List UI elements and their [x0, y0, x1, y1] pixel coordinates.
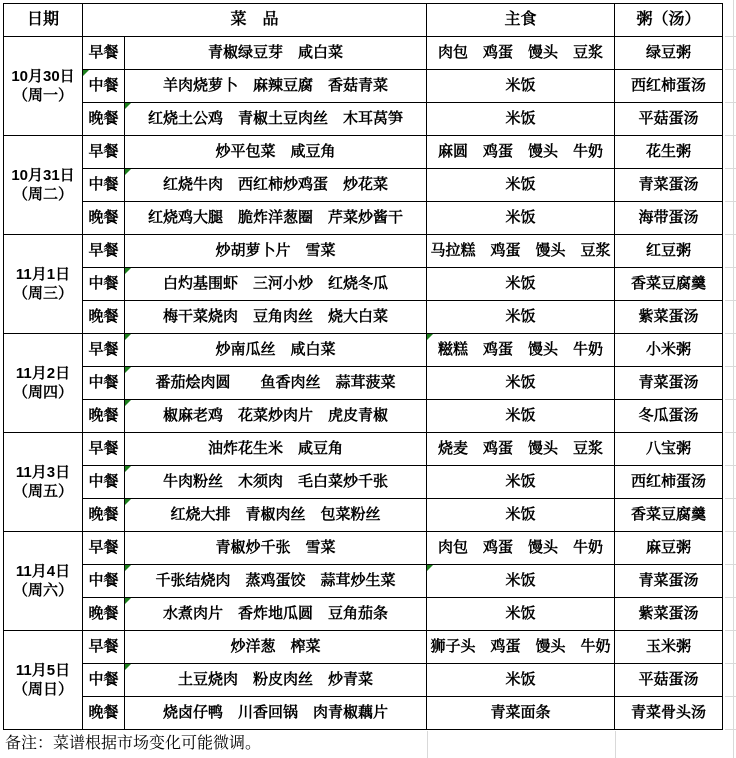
table-row: [4, 466, 723, 499]
error-indicator-icon: [427, 565, 433, 571]
soup-cell[interactable]: 香菜豆腐羹: [615, 499, 723, 532]
weekday-text: （周六）: [12, 582, 73, 599]
dishes-cell[interactable]: 土豆烧肉 粉皮肉丝 炒青菜: [125, 664, 427, 697]
error-indicator-icon: [125, 400, 131, 406]
error-indicator-icon: [125, 103, 131, 109]
soup-cell[interactable]: 八宝粥: [615, 433, 723, 466]
table-row: [4, 202, 723, 235]
error-indicator-icon: [125, 268, 131, 274]
meal-cell[interactable]: 晚餐: [83, 598, 125, 631]
date-text: 11月1日: [15, 266, 71, 283]
weekday-text: （周二）: [12, 186, 73, 203]
soup-cell[interactable]: 西红柿蛋汤: [615, 466, 723, 499]
meal-cell[interactable]: 中餐: [83, 70, 125, 103]
staple-cell[interactable]: 马拉糕 鸡蛋 馒头 豆浆: [427, 235, 615, 268]
staple-cell[interactable]: 米饭: [427, 466, 615, 499]
meal-cell[interactable]: 中餐: [83, 268, 125, 301]
error-indicator-icon: [125, 334, 131, 340]
dishes-cell[interactable]: 红烧土公鸡 青椒土豆肉丝 木耳莴笋: [125, 103, 427, 136]
date-text: 10月30日: [11, 68, 75, 85]
sheet-gridline-footer-b: [615, 731, 616, 758]
soup-cell[interactable]: 小米粥: [615, 334, 723, 367]
error-indicator-icon: [125, 367, 131, 373]
table-row: [4, 103, 723, 136]
staple-cell[interactable]: 米饭: [427, 202, 615, 235]
remark-note[interactable]: 备注：菜谱根据市场变化可能微调。: [5, 735, 262, 752]
date-text: 11月4日: [15, 563, 71, 580]
table-row: [4, 598, 723, 631]
staple-cell[interactable]: 糍糕 鸡蛋 馒头 牛奶: [427, 334, 615, 367]
dishes-cell[interactable]: 牛肉粉丝 木须肉 毛白菜炒千张: [125, 466, 427, 499]
table-row: [4, 136, 723, 169]
header-staple[interactable]: [427, 4, 615, 37]
table-row: [4, 499, 723, 532]
soup-cell[interactable]: 红豆粥: [615, 235, 723, 268]
date-cell[interactable]: [4, 37, 83, 136]
date-cell[interactable]: [4, 136, 83, 235]
staple-cell[interactable]: 米饭: [427, 367, 615, 400]
dishes-cell[interactable]: 水煮肉片 香炸地瓜圆 豆角茄条: [125, 598, 427, 631]
menu-table: [3, 3, 723, 730]
weekday-text: （周五）: [12, 483, 73, 500]
table-row: [4, 334, 723, 367]
weekday-text: （周一）: [12, 87, 73, 104]
date-text: 10月31日: [11, 167, 75, 184]
error-indicator-icon: [125, 565, 131, 571]
staple-cell[interactable]: 米饭: [427, 103, 615, 136]
error-indicator-icon: [125, 499, 131, 505]
table-row: [4, 532, 723, 565]
table-row: [4, 235, 723, 268]
dishes-cell[interactable]: 青椒绿豆芽 咸白菜: [125, 37, 427, 70]
meal-cell[interactable]: 晚餐: [83, 697, 125, 730]
header-soup[interactable]: [615, 4, 723, 37]
soup-cell[interactable]: 紫菜蛋汤: [615, 598, 723, 631]
staple-cell[interactable]: 狮子头 鸡蛋 馒头 牛奶: [427, 631, 615, 664]
staple-cell[interactable]: 米饭: [427, 301, 615, 334]
meal-cell[interactable]: 晚餐: [83, 103, 125, 136]
dishes-cell[interactable]: 红烧大排 青椒肉丝 包菜粉丝: [125, 499, 427, 532]
header-row: [4, 4, 723, 37]
staple-cell[interactable]: 米饭: [427, 169, 615, 202]
header-dishes[interactable]: [83, 4, 427, 37]
soup-cell[interactable]: 紫菜蛋汤: [615, 301, 723, 334]
meal-cell[interactable]: 早餐: [83, 235, 125, 268]
soup-cell[interactable]: 香菜豆腐羹: [615, 268, 723, 301]
table-row: [4, 268, 723, 301]
table-row: [4, 664, 723, 697]
soup-cell[interactable]: 青菜蛋汤: [615, 367, 723, 400]
meal-cell[interactable]: 早餐: [83, 37, 125, 70]
weekday-text: （周三）: [12, 285, 73, 302]
soup-cell[interactable]: 青菜骨头汤: [615, 697, 723, 730]
header-soup-label: 粥（汤）: [636, 11, 701, 29]
dishes-cell[interactable]: 炒南瓜丝 咸白菜: [125, 334, 427, 367]
meal-cell[interactable]: 早餐: [83, 631, 125, 664]
table-row: [4, 631, 723, 664]
staple-cell[interactable]: 麻圆 鸡蛋 馒头 牛奶: [427, 136, 615, 169]
sheet-gridlines-margin: [725, 4, 736, 731]
meal-cell[interactable]: 中餐: [83, 169, 125, 202]
dishes-cell[interactable]: 油炸花生米 咸豆角: [125, 433, 427, 466]
header-dishes-label: 菜 品: [230, 11, 279, 29]
header-date[interactable]: [4, 4, 83, 37]
table-row: [4, 169, 723, 202]
error-indicator-icon: [83, 70, 89, 76]
date-cell[interactable]: [4, 235, 83, 334]
dishes-cell[interactable]: 椒麻老鸡 花菜炒肉片 虎皮青椒: [125, 400, 427, 433]
dishes-cell[interactable]: 青椒炒千张 雪菜: [125, 532, 427, 565]
weekday-text: （周四）: [12, 384, 73, 401]
meal-cell[interactable]: 早餐: [83, 532, 125, 565]
date-cell[interactable]: [4, 532, 83, 631]
soup-cell[interactable]: 平菇蛋汤: [615, 664, 723, 697]
staple-cell[interactable]: 米饭: [427, 598, 615, 631]
error-indicator-icon: [125, 466, 131, 472]
dishes-cell[interactable]: 红烧牛肉 西红柿炒鸡蛋 炒花菜: [125, 169, 427, 202]
weekday-text: （周日）: [12, 681, 73, 698]
meal-cell[interactable]: 早餐: [83, 433, 125, 466]
dishes-cell[interactable]: 炒平包菜 咸豆角: [125, 136, 427, 169]
meal-cell[interactable]: 晚餐: [83, 499, 125, 532]
dishes-cell[interactable]: 白灼基围虾 三河小炒 红烧冬瓜: [125, 268, 427, 301]
staple-cell[interactable]: 米饭: [427, 664, 615, 697]
staple-cell[interactable]: 烧麦 鸡蛋 馒头 豆浆: [427, 433, 615, 466]
meal-cell[interactable]: 中餐: [83, 466, 125, 499]
header-date-label: 日期: [26, 11, 59, 29]
soup-cell[interactable]: 绿豆粥: [615, 37, 723, 70]
soup-cell[interactable]: 玉米粥: [615, 631, 723, 664]
staple-cell[interactable]: 米饭: [427, 268, 615, 301]
staple-cell[interactable]: 米饭: [427, 70, 615, 103]
sheet-gridline-footer-a: [427, 731, 428, 758]
table-row: [4, 565, 723, 598]
meal-cell[interactable]: 中餐: [83, 367, 125, 400]
header-staple-label: 主食: [504, 11, 537, 29]
error-indicator-icon: [125, 598, 131, 604]
meal-cell[interactable]: 早餐: [83, 334, 125, 367]
soup-cell[interactable]: 花生粥: [615, 136, 723, 169]
dishes-cell[interactable]: 羊肉烧萝卜 麻辣豆腐 香菇青菜: [125, 70, 427, 103]
dishes-cell[interactable]: 梅干菜烧肉 豆角肉丝 烧大白菜: [125, 301, 427, 334]
meal-cell[interactable]: 晚餐: [83, 202, 125, 235]
soup-cell[interactable]: 冬瓜蛋汤: [615, 400, 723, 433]
dishes-cell[interactable]: 炒洋葱 榨菜: [125, 631, 427, 664]
soup-cell[interactable]: 麻豆粥: [615, 532, 723, 565]
table-row: [4, 433, 723, 466]
meal-cell[interactable]: 早餐: [83, 136, 125, 169]
date-text: 11月5日: [15, 662, 71, 679]
soup-cell[interactable]: 西红柿蛋汤: [615, 70, 723, 103]
meal-cell[interactable]: 晚餐: [83, 301, 125, 334]
table-row: [4, 37, 723, 70]
staple-cell[interactable]: 肉包 鸡蛋 馒头 豆浆: [427, 37, 615, 70]
dishes-cell[interactable]: 烧卤仔鸭 川香回锅 肉青椒藕片: [125, 697, 427, 730]
dishes-cell[interactable]: 红烧鸡大腿 脆炸洋葱圈 芹菜炒酱干: [125, 202, 427, 235]
soup-cell[interactable]: 海带蛋汤: [615, 202, 723, 235]
date-text: 11月3日: [15, 464, 71, 481]
dishes-cell[interactable]: 番茄烩肉圆 鱼香肉丝 蒜茸菠菜: [125, 367, 427, 400]
date-cell[interactable]: [4, 334, 83, 433]
staple-cell[interactable]: 米饭: [427, 565, 615, 598]
staple-cell[interactable]: 米饭: [427, 400, 615, 433]
date-cell[interactable]: [4, 433, 83, 532]
soup-cell[interactable]: 平菇蛋汤: [615, 103, 723, 136]
error-indicator-icon: [427, 334, 433, 340]
date-text: 11月2日: [15, 365, 71, 382]
error-indicator-icon: [125, 664, 131, 670]
meal-cell[interactable]: 中餐: [83, 565, 125, 598]
table-row: [4, 301, 723, 334]
table-row: [4, 697, 723, 730]
error-indicator-icon: [125, 169, 131, 175]
staple-cell[interactable]: 米饭: [427, 499, 615, 532]
table-row: [4, 70, 723, 103]
soup-cell[interactable]: 青菜蛋汤: [615, 565, 723, 598]
staple-cell[interactable]: 青菜面条: [427, 697, 615, 730]
dishes-cell[interactable]: 千张结烧肉 蒸鸡蛋饺 蒜茸炒生菜: [125, 565, 427, 598]
soup-cell[interactable]: 青菜蛋汤: [615, 169, 723, 202]
table-row: [4, 400, 723, 433]
table-row: [4, 367, 723, 400]
meal-cell[interactable]: 晚餐: [83, 400, 125, 433]
staple-cell[interactable]: 肉包 鸡蛋 馒头 牛奶: [427, 532, 615, 565]
meal-cell[interactable]: 中餐: [83, 664, 125, 697]
dishes-cell[interactable]: 炒胡萝卜片 雪菜: [125, 235, 427, 268]
date-cell[interactable]: [4, 631, 83, 730]
